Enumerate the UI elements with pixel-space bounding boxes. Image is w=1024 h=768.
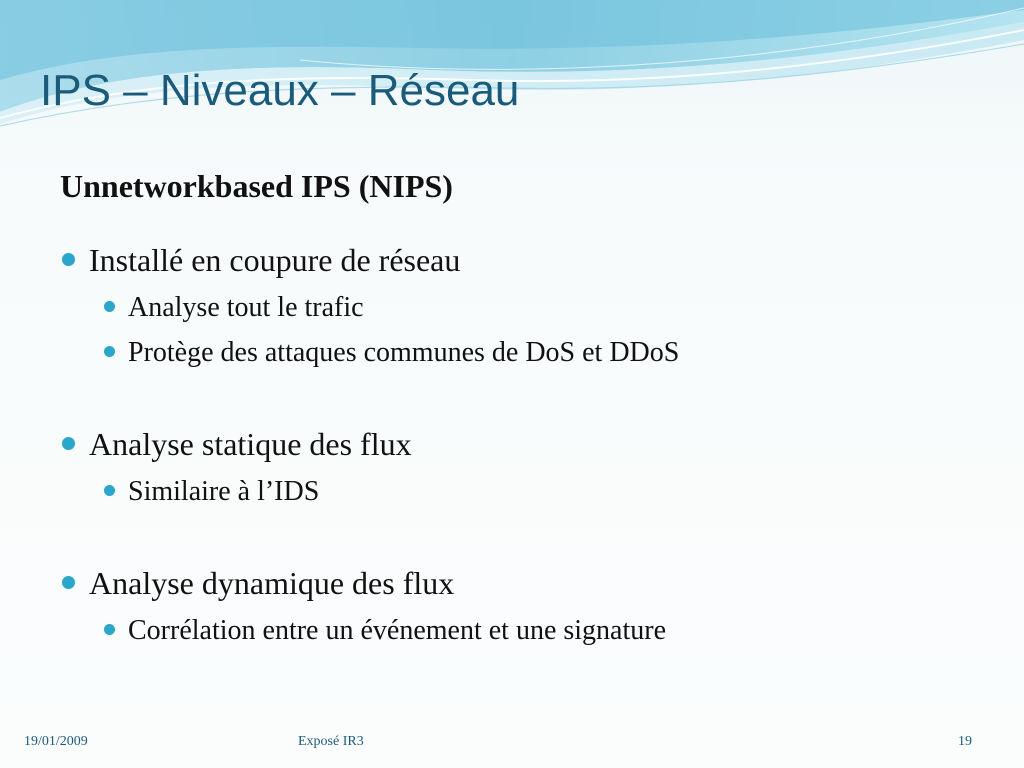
footer-center-text: Exposé IR3 bbox=[298, 734, 364, 749]
sub-bullet-2-1-text: Similaire à l’IDS bbox=[128, 476, 320, 507]
bullet-dot-icon bbox=[104, 346, 115, 357]
bullet-2 bbox=[62, 426, 412, 463]
sub-bullet-1-2-text: Protège des attaques communes de DoS et DDoS bbox=[128, 337, 680, 368]
sub-bullet-3-1-text: Corrélation entre un événement et une signature bbox=[128, 615, 667, 646]
slide-subtitle: Unnetworkbased IPS (NIPS) bbox=[60, 168, 453, 204]
bullet-3 bbox=[62, 565, 454, 602]
bullet-dot-icon bbox=[62, 576, 75, 589]
sub-bullet-3-1 bbox=[104, 615, 666, 647]
bullet-dot-icon bbox=[62, 437, 75, 450]
bullet-1-text: Installé en coupure de réseau bbox=[89, 242, 461, 278]
bullet-3-text: Analyse dynamique des flux bbox=[89, 565, 455, 601]
bullet-dot-icon bbox=[104, 624, 115, 635]
bullet-dot-icon bbox=[104, 301, 115, 312]
bullet-dot-icon bbox=[62, 253, 75, 266]
footer-page-number: 19 bbox=[958, 734, 972, 749]
bullet-dot-icon bbox=[104, 485, 115, 496]
sub-bullet-1-1 bbox=[104, 292, 364, 324]
slide-title: IPS – Niveaux – Réseau bbox=[40, 66, 520, 115]
sub-bullet-1-1-text: Analyse tout le trafic bbox=[128, 292, 364, 323]
bullet-1 bbox=[62, 242, 460, 279]
sub-bullet-2-1 bbox=[104, 476, 319, 508]
footer-date: 19/01/2009 bbox=[24, 734, 88, 749]
sub-bullet-1-2 bbox=[104, 337, 679, 369]
bullet-2-text: Analyse statique des flux bbox=[89, 426, 412, 462]
